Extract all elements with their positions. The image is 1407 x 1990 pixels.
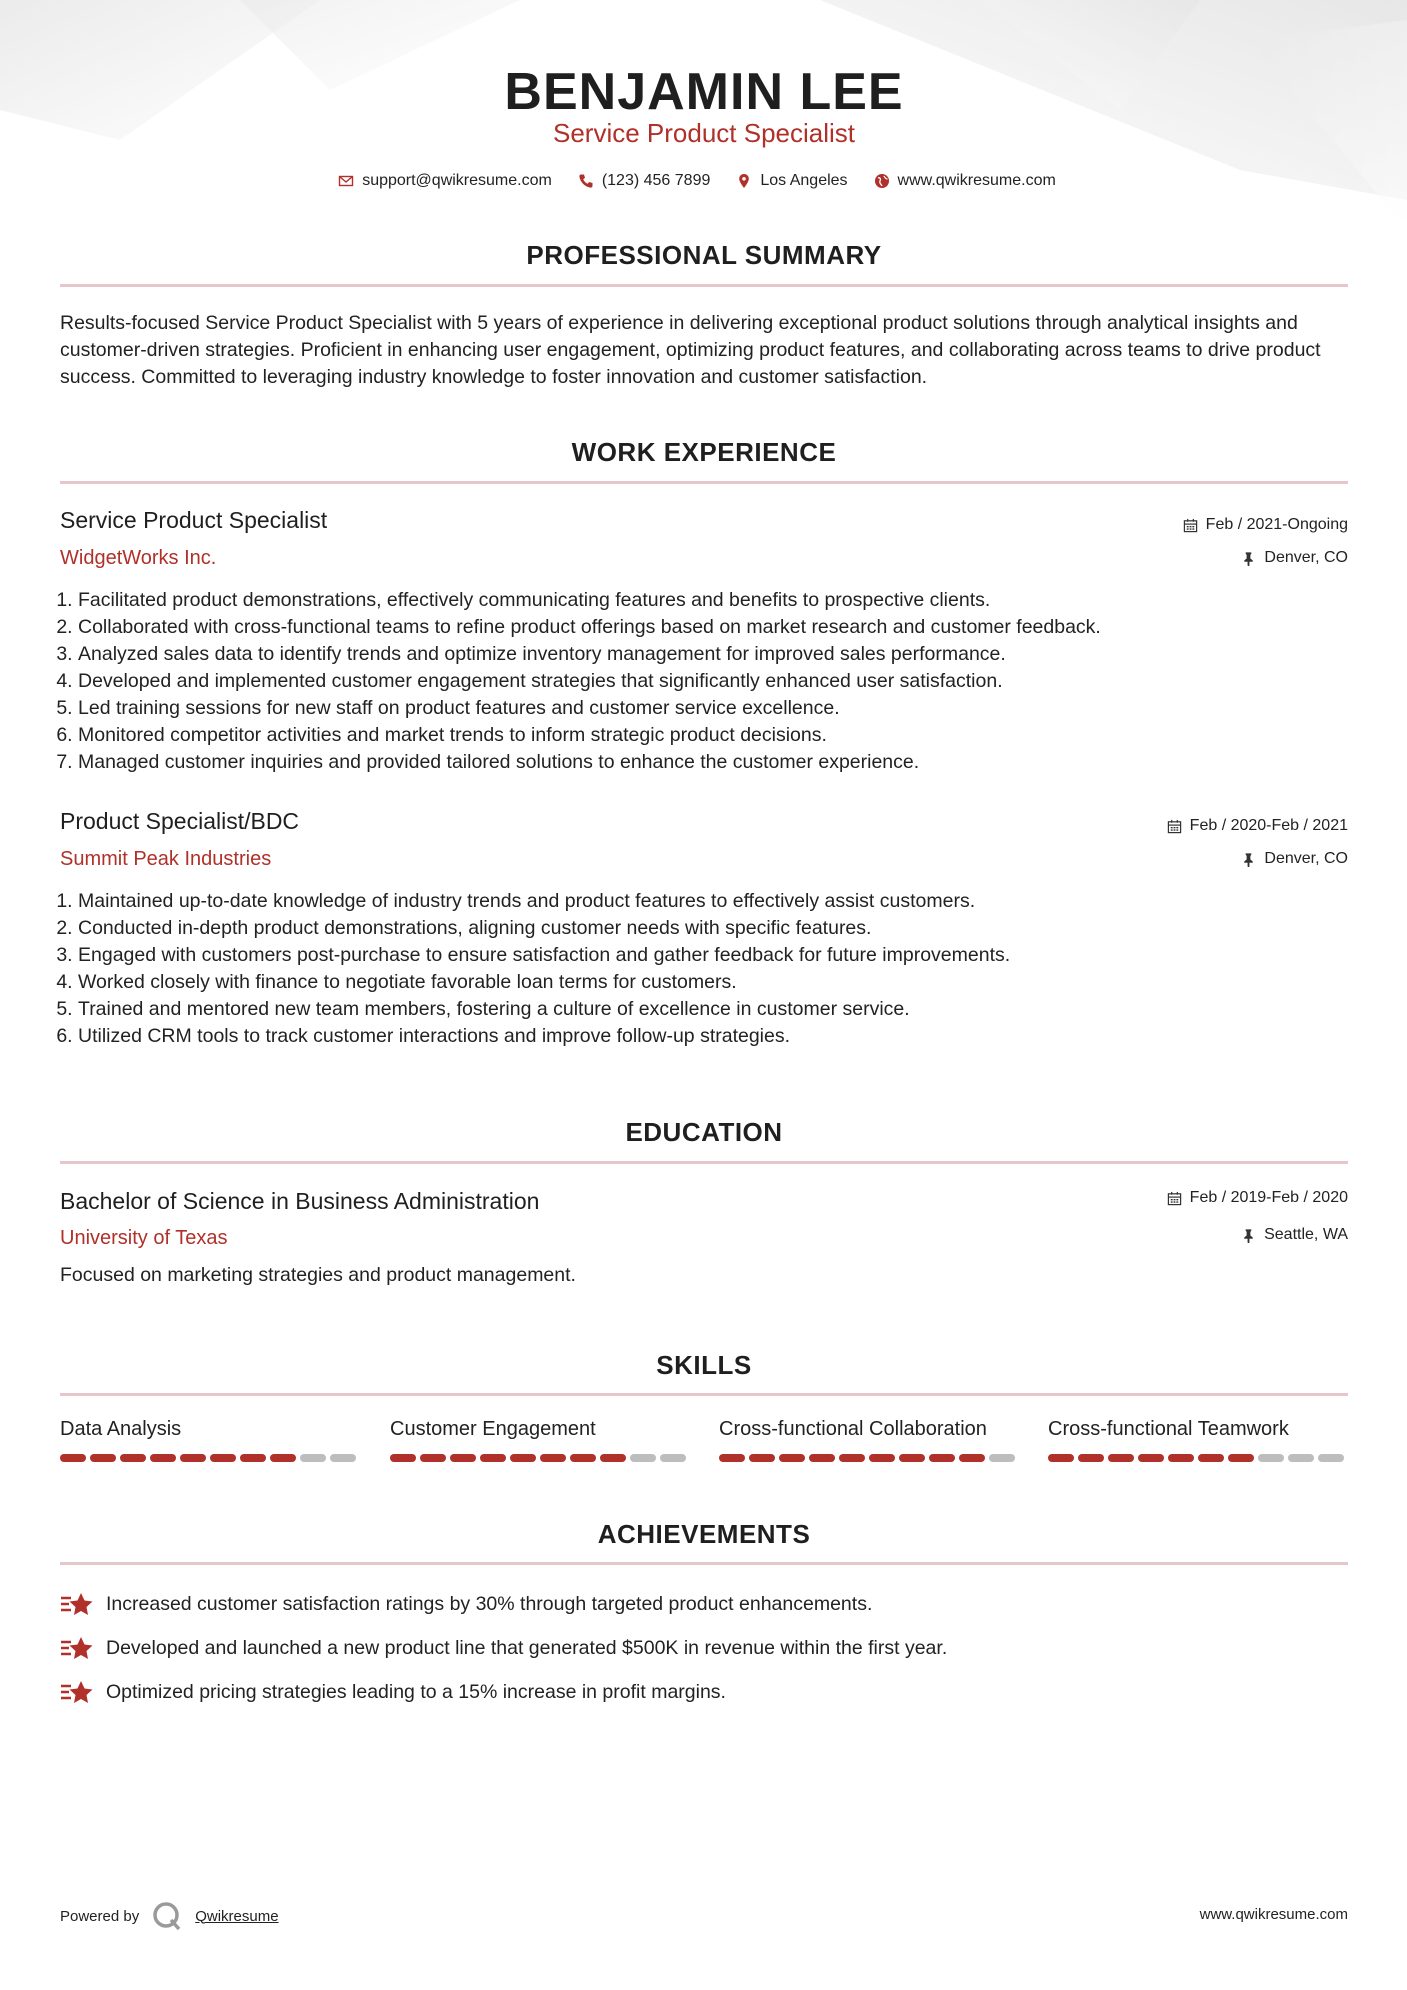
calendar-icon bbox=[1183, 518, 1198, 533]
skill-level-bar bbox=[60, 1454, 360, 1462]
contact-email[interactable] bbox=[338, 172, 552, 190]
contact-phone[interactable] bbox=[578, 172, 711, 190]
skill-segment-empty bbox=[630, 1454, 656, 1462]
skill-segment-empty bbox=[989, 1454, 1015, 1462]
location-text: Los Angeles bbox=[760, 172, 848, 189]
summary-text: Results-focused Service Product Specialist with 5 years of experience in delivering exceptional product solutions through analytical insights and customer-driven strategies. Proficient in enhancing user engagement, optimizing product features, and collaborating across teams to drive product success. Committed to leveraging industry knowledge to foster innovation and customer satisfaction. bbox=[60, 312, 1321, 388]
skill-item bbox=[719, 1418, 1019, 1462]
degree-title: Bachelor of Science in Business Administration bbox=[60, 1188, 540, 1214]
section-title-achievements: ACHIEVEMENTS bbox=[597, 1519, 811, 1549]
skill-segment-filled bbox=[90, 1454, 116, 1462]
education-location bbox=[1241, 1226, 1348, 1244]
school-name: University of Texas bbox=[60, 1227, 228, 1249]
pushpin-icon bbox=[1241, 1228, 1256, 1243]
map-pin-icon bbox=[736, 173, 752, 189]
skill-segment-filled bbox=[839, 1454, 865, 1462]
skill-segment-filled bbox=[150, 1454, 176, 1462]
skill-segment-filled bbox=[420, 1454, 446, 1462]
job-bullet: 5. Led training sessions for new staff on product features and customer service excellence. bbox=[78, 695, 1101, 722]
achievement-item bbox=[60, 1590, 872, 1618]
shooting-star-icon bbox=[60, 1590, 94, 1618]
qwikresume-logo-icon bbox=[151, 1900, 183, 1932]
job-dates-text: Feb / 2021-Ongoing bbox=[1205, 516, 1348, 533]
job-dates bbox=[1167, 817, 1348, 835]
job-location bbox=[1241, 850, 1348, 868]
skill-name: Cross-functional Collaboration bbox=[719, 1418, 987, 1440]
company-name: WidgetWorks Inc. bbox=[60, 547, 217, 569]
job-bullet: 4. Developed and implemented customer engagement strategies that significantly enhanced user satisfaction. bbox=[78, 668, 1101, 695]
envelope-icon bbox=[338, 173, 354, 189]
job-bullet: 4. Worked closely with finance to negotiate favorable loan terms for customers. bbox=[78, 969, 1010, 996]
achievement-text: Increased customer satisfaction ratings by 30% through targeted product enhancements. bbox=[106, 1592, 873, 1615]
candidate-name: BENJAMIN LEE bbox=[504, 63, 904, 121]
job-bullets bbox=[60, 587, 1101, 776]
skill-segment-filled bbox=[570, 1454, 596, 1462]
phone-text: (123) 456 7899 bbox=[601, 172, 711, 189]
education-dates bbox=[1167, 1189, 1348, 1207]
job-bullet: 6. Monitored competitor activities and market trends to inform strategic product decisions. bbox=[78, 722, 1101, 749]
section-title-experience: WORK EXPERIENCE bbox=[571, 437, 837, 467]
skill-segment-filled bbox=[779, 1454, 805, 1462]
contact-website[interactable] bbox=[874, 172, 1056, 190]
skill-item bbox=[390, 1418, 690, 1462]
company-name: Summit Peak Industries bbox=[60, 848, 272, 870]
achievement-text: Developed and launched a new product line that generated $500K in revenue within the first year. bbox=[106, 1636, 948, 1659]
job-location-text: Denver, CO bbox=[1264, 850, 1348, 867]
skill-segment-filled bbox=[1048, 1454, 1074, 1462]
skill-level-bar bbox=[390, 1454, 690, 1462]
skill-segment-filled bbox=[270, 1454, 296, 1462]
email-text: support@qwikresume.com bbox=[362, 172, 552, 189]
website-text: www.qwikresume.com bbox=[897, 172, 1056, 189]
skill-segment-filled bbox=[240, 1454, 266, 1462]
globe-icon bbox=[874, 173, 890, 189]
footer-powered-by bbox=[60, 1900, 279, 1932]
footer-website[interactable]: www.qwikresume.com bbox=[1199, 1906, 1348, 1923]
education-description: Focused on marketing strategies and product management. bbox=[60, 1264, 576, 1286]
education-location-text: Seattle, WA bbox=[1264, 1226, 1348, 1243]
calendar-icon bbox=[1167, 1191, 1182, 1206]
section-title-education: EDUCATION bbox=[625, 1117, 783, 1147]
job-bullet: 1. Facilitated product demonstrations, effectively communicating features and benefits to prospective clients. bbox=[78, 587, 1101, 614]
job-bullet: 1. Maintained up-to-date knowledge of industry trends and product features to effectively assist customers. bbox=[78, 888, 1010, 915]
skill-level-bar bbox=[719, 1454, 1019, 1462]
skill-segment-filled bbox=[1078, 1454, 1104, 1462]
skill-segment-filled bbox=[929, 1454, 955, 1462]
shooting-star-icon bbox=[60, 1678, 94, 1706]
job-bullet: 6. Utilized CRM tools to track customer interactions and improve follow-up strategies. bbox=[78, 1023, 1010, 1050]
skill-name: Data Analysis bbox=[60, 1418, 182, 1440]
job-bullet: 2. Collaborated with cross-functional teams to refine product offerings based on market research and customer feedback. bbox=[78, 614, 1101, 641]
skill-segment-filled bbox=[749, 1454, 775, 1462]
skill-segment-empty bbox=[1318, 1454, 1344, 1462]
job-title: Product Specialist/BDC bbox=[60, 808, 300, 834]
job-location-text: Denver, CO bbox=[1264, 549, 1348, 566]
skill-segment-filled bbox=[809, 1454, 835, 1462]
skill-segment-filled bbox=[869, 1454, 895, 1462]
pushpin-icon bbox=[1241, 551, 1256, 566]
phone-icon bbox=[578, 173, 594, 189]
job-bullet: 2. Conducted in-depth product demonstrations, aligning customer needs with specific features. bbox=[78, 915, 1010, 942]
achievement-item bbox=[60, 1678, 726, 1706]
section-divider bbox=[60, 1393, 1348, 1396]
section-divider bbox=[60, 1161, 1348, 1164]
skill-segment-filled bbox=[959, 1454, 985, 1462]
skill-segment-empty bbox=[300, 1454, 326, 1462]
job-bullet: 7. Managed customer inquiries and provided tailored solutions to enhance the customer experience. bbox=[78, 749, 1101, 776]
skill-segment-filled bbox=[120, 1454, 146, 1462]
powered-by-label: Powered by bbox=[60, 1907, 140, 1925]
education-dates-text: Feb / 2019-Feb / 2020 bbox=[1189, 1189, 1348, 1206]
job-bullets bbox=[60, 888, 1010, 1050]
skill-segment-filled bbox=[210, 1454, 236, 1462]
job-bullet: 3. Analyzed sales data to identify trends and optimize inventory management for improved sales performance. bbox=[78, 641, 1101, 668]
skill-segment-filled bbox=[480, 1454, 506, 1462]
skill-segment-filled bbox=[600, 1454, 626, 1462]
brand-link[interactable]: Qwikresume bbox=[195, 1907, 279, 1925]
section-title-skills: SKILLS bbox=[656, 1350, 752, 1380]
skill-segment-empty bbox=[1288, 1454, 1314, 1462]
skill-segment-filled bbox=[450, 1454, 476, 1462]
skill-name: Customer Engagement bbox=[390, 1418, 596, 1440]
job-bullet: 3. Engaged with customers post-purchase to ensure satisfaction and gather feedback for future improvements. bbox=[78, 942, 1010, 969]
shooting-star-icon bbox=[60, 1634, 94, 1662]
skill-segment-filled bbox=[1108, 1454, 1134, 1462]
skill-level-bar bbox=[1048, 1454, 1348, 1462]
job-title: Service Product Specialist bbox=[60, 507, 328, 533]
section-divider bbox=[60, 481, 1348, 484]
skill-segment-filled bbox=[1168, 1454, 1194, 1462]
job-location bbox=[1241, 549, 1348, 567]
job-bullet: 5. Trained and mentored new team members, fostering a culture of excellence in customer service. bbox=[78, 996, 1010, 1023]
skill-item bbox=[60, 1418, 360, 1462]
candidate-role: Service Product Specialist bbox=[552, 118, 856, 148]
achievement-text: Optimized pricing strategies leading to a 15% increase in profit margins. bbox=[106, 1680, 726, 1703]
section-divider bbox=[60, 284, 1348, 287]
section-divider bbox=[60, 1562, 1348, 1565]
contact-bar bbox=[60, 172, 1348, 190]
skill-segment-filled bbox=[60, 1454, 86, 1462]
skill-name: Cross-functional Teamwork bbox=[1048, 1418, 1289, 1440]
pushpin-icon bbox=[1241, 852, 1256, 867]
skill-segment-empty bbox=[330, 1454, 356, 1462]
contact-location bbox=[736, 172, 847, 190]
skill-segment-filled bbox=[1228, 1454, 1254, 1462]
section-title-summary: PROFESSIONAL SUMMARY bbox=[526, 240, 882, 270]
skill-segment-filled bbox=[1198, 1454, 1224, 1462]
skill-item bbox=[1048, 1418, 1348, 1462]
achievement-item bbox=[60, 1634, 947, 1662]
skill-segment-filled bbox=[180, 1454, 206, 1462]
skill-segment-empty bbox=[660, 1454, 686, 1462]
skill-segment-filled bbox=[390, 1454, 416, 1462]
skill-segment-filled bbox=[719, 1454, 745, 1462]
skill-segment-filled bbox=[510, 1454, 536, 1462]
skill-segment-empty bbox=[1258, 1454, 1284, 1462]
skill-segment-filled bbox=[899, 1454, 925, 1462]
job-dates bbox=[1183, 516, 1348, 534]
skill-segment-filled bbox=[540, 1454, 566, 1462]
job-dates-text: Feb / 2020-Feb / 2021 bbox=[1189, 817, 1348, 834]
skill-segment-filled bbox=[1138, 1454, 1164, 1462]
calendar-icon bbox=[1167, 819, 1182, 834]
